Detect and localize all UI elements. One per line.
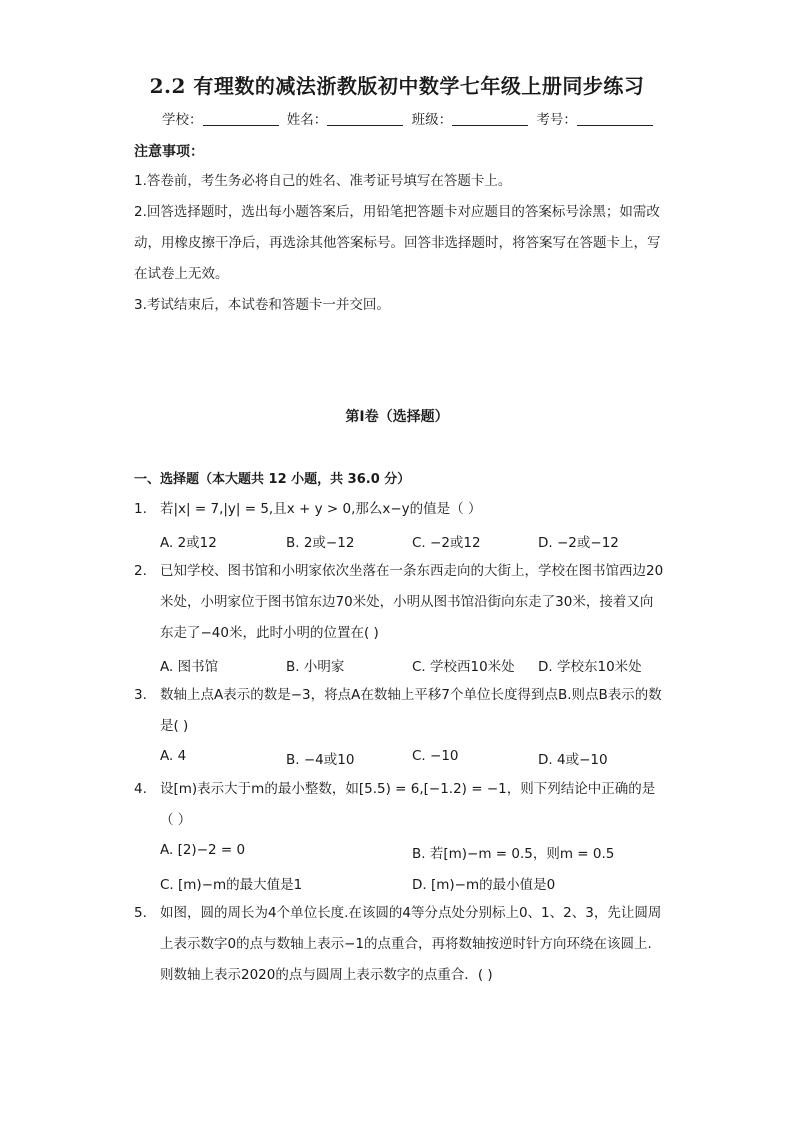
option-a[interactable]: A. [2)−2 = 0 [160,842,246,858]
question-3 [134,680,664,742]
question-1-options [160,531,670,551]
question-4 [134,774,664,836]
page-title: 2.2 有理数的减法浙教版初中数学七年级上册同步练习 [149,74,645,98]
class-label: 班级： [411,112,453,128]
name-label: 姓名： [286,112,328,128]
school-label: 学校： [162,112,203,128]
option-a[interactable]: A. 2或12 [160,535,217,551]
exam-no-blank [577,111,653,126]
question-text: 若|x| = 7,|y| = 5,且x + y > 0,那么x−y的值是（ ） [160,501,482,517]
question-5 [134,898,664,991]
question-number: 4. [134,781,147,797]
question-text: 已知学校、图书馆和小明家依次坐落在一条东西走向的大街上，学校在图书馆西边20米处，小明家位于图书馆东边70米处，小明从图书馆沿街向东走了30米，接着又向东走了−40米，此时小明的位置在( ) [160,563,664,641]
question-3-options [160,748,670,768]
option-a[interactable]: A. 4 [160,748,187,764]
option-c[interactable]: C. 学校西10米处 [412,659,515,675]
question-number: 3. [134,687,147,703]
class-blank [452,111,528,126]
question-number: 2. [134,563,147,579]
question-text: 设[m)表示大于m的最小整数，如[5.5) = 6,[−1.2) = −1，则下列结论中正确的是（ ） [160,781,656,828]
option-b[interactable]: B. 小明家 [286,659,345,675]
question-2 [134,556,664,649]
option-a[interactable]: A. 图书馆 [160,659,219,675]
option-d[interactable]: D. 学校东10米处 [538,659,642,675]
option-d[interactable]: D. 4或−10 [538,752,608,768]
question-4-options-row-1 [160,842,670,862]
question-2-options [160,655,670,675]
option-d[interactable]: D. [m)−m的最小值是0 [412,877,556,893]
name-blank [327,111,403,126]
student-info-row [162,108,657,128]
option-b[interactable]: B. −4或10 [286,752,355,768]
note-1: 1.答卷前，考生务必将自己的姓名、准考证号填写在答题卡上。 [134,173,512,189]
option-d[interactable]: D. −2或−12 [538,535,619,551]
note-2: 2.回答选择题时，选出每小题答案后，用铅笔把答题卡对应题目的答案标号涂黑；如需改动，用橡皮擦干净后，再选涂其他答案标号。回答非选择题时，将答案写在答题卡上，写在试卷上无效。 [134,204,661,282]
question-1 [134,494,664,525]
question-number: 1. [134,501,147,517]
section-title: 第I卷（选择题） [345,409,449,425]
question-text: 如图，圆的周长为4个单位长度.在该圆的4等分点处分别标上0、1、2、3，先让圆周上表示数字0的点与数轴上表示−1的点重合，再将数轴按逆时针方向环绕在该圆上.则数轴上表示2020的点与圆周上表示数字的点重合．( ) [160,905,662,983]
option-b[interactable]: B. 若[m)−m = 0.5，则m = 0.5 [412,846,615,862]
option-c[interactable]: C. [m)−m的最大值是1 [160,877,303,893]
option-c[interactable]: C. −2或12 [412,535,481,551]
option-c[interactable]: C. −10 [412,748,459,764]
question-text: 数轴上点A表示的数是−3，将点A在数轴上平移7个单位长度得到点B.则点B表示的数是( ) [160,687,662,734]
question-4-options-row-2 [160,873,670,893]
school-blank [203,111,279,126]
question-number: 5. [134,905,147,921]
part-heading: 一、选择题（本大题共 12 小题，共 36.0 分） [134,472,411,487]
option-b[interactable]: B. 2或−12 [286,535,355,551]
exam-no-label: 考号： [536,112,577,128]
note-3: 3.考试结束后，本试卷和答题卡一并交回。 [134,297,390,313]
notes-heading: 注意事项： [134,144,204,160]
